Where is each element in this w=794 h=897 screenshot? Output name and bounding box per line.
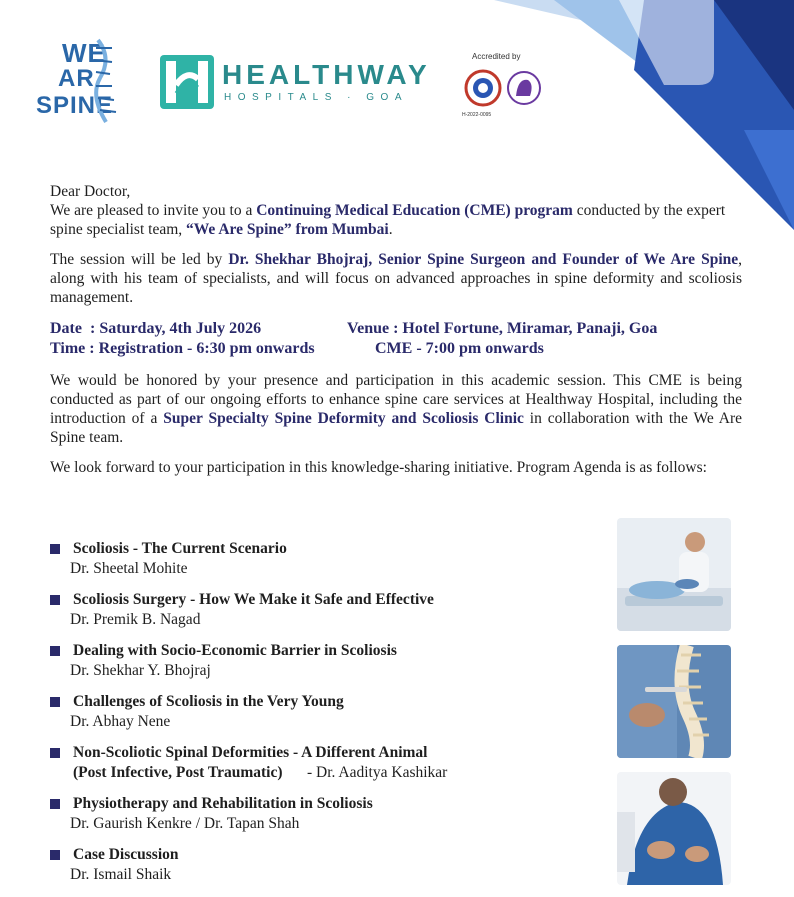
agenda-item <box>50 642 590 693</box>
agenda-speaker: - Dr. Aaditya Kashikar <box>307 764 448 781</box>
nabh-nursing-seal-icon <box>506 68 542 108</box>
spine-model-photo <box>617 645 731 758</box>
event-date: Date : Saturday, 4th July 2026 <box>50 320 262 337</box>
agenda-speaker: Dr. Ismail Shaik <box>70 866 172 883</box>
healthway-hands-icon <box>160 55 214 109</box>
agenda-speaker: Dr. Abhay Nene <box>70 713 171 730</box>
agenda-subtitle: (Post Infective, Post Traumatic) <box>73 764 283 781</box>
bullet-square-icon <box>50 646 60 656</box>
agenda-title: Non-Scoliotic Spinal Deformities - A Different Animal <box>73 744 428 761</box>
agenda-item <box>50 693 590 744</box>
healthway-logo: HEALTHWAY HOSPITALS · GOA <box>160 55 450 115</box>
bullet-square-icon <box>50 595 60 605</box>
salutation: Dear Doctor, <box>50 183 131 200</box>
agenda-title: Case Discussion <box>73 846 179 863</box>
agenda-title: Dealing with Socio-Economic Barrier in Scoliosis <box>73 642 397 659</box>
agenda-speaker: Dr. Gaurish Kenkre / Dr. Tapan Shah <box>70 815 300 832</box>
agenda-title: Challenges of Scoliosis in the Very Young <box>73 693 344 710</box>
event-venue: Venue : Hotel Fortune, Miramar, Panaji, Goa <box>347 320 658 337</box>
agenda-speaker: Dr. Sheetal Mohite <box>70 560 188 577</box>
letter-body <box>50 182 742 477</box>
honor-paragraph: We would be honored by your presence and participation in this academic session. This CME is being conducted as part of our ongoing efforts to enhance spine care services at Healthway Hospital, including the introduction of a Super Specialty Spine Deformity and Scoliosis Clinic in collaboration with the We Are Spine team. <box>50 372 742 446</box>
intro-paragraph: We are pleased to invite you to a Continuing Medical Education (CME) program conducted by the expert spine specialist team, “We Are Spine” from Mumbai. <box>50 202 726 238</box>
nabh-seal-icon <box>464 68 502 108</box>
event-cme-time: CME - 7:00 pm onwards <box>375 340 544 357</box>
agenda-title: Scoliosis Surgery - How We Make it Safe and Effective <box>73 591 434 608</box>
event-details <box>50 319 742 359</box>
agenda-title: Scoliosis - The Current Scenario <box>73 540 287 557</box>
session-paragraph: The session will be led by Dr. Shekhar Bhojraj, Senior Spine Surgeon and Founder of We Are Spine, along with his team of specialists, and will focus on advanced approaches in spine deformity and scoliosis management. <box>50 251 743 306</box>
bullet-square-icon <box>50 799 60 809</box>
agenda-item <box>50 540 590 591</box>
agenda-item <box>50 795 590 846</box>
bullet-square-icon <box>50 697 60 707</box>
agenda-item <box>50 591 590 642</box>
agenda-item <box>50 846 590 897</box>
agenda-speaker: Dr. Premik B. Nagad <box>70 611 201 628</box>
spine-icon <box>90 38 120 124</box>
back-pain-photo <box>617 772 731 885</box>
agenda-speaker: Dr. Shekhar Y. Bhojraj <box>70 662 211 679</box>
bullet-square-icon <box>50 748 60 758</box>
we-are-spine-logo: WE AR SPINE <box>34 38 124 126</box>
agenda-title: Physiotherapy and Rehabilitation in Scoliosis <box>73 795 373 812</box>
bullet-square-icon <box>50 850 60 860</box>
bullet-square-icon <box>50 544 60 554</box>
accreditation-block: Accredited by H-2022-0095 <box>462 52 552 122</box>
agenda-list <box>50 540 590 897</box>
agenda-item <box>50 744 590 795</box>
event-time: Time : Registration - 6:30 pm onwards <box>50 340 315 357</box>
agenda-intro: We look forward to your participation in this knowledge-sharing initiative. Program Agenda is as follows: <box>50 459 707 476</box>
physiotherapy-photo <box>617 518 731 631</box>
